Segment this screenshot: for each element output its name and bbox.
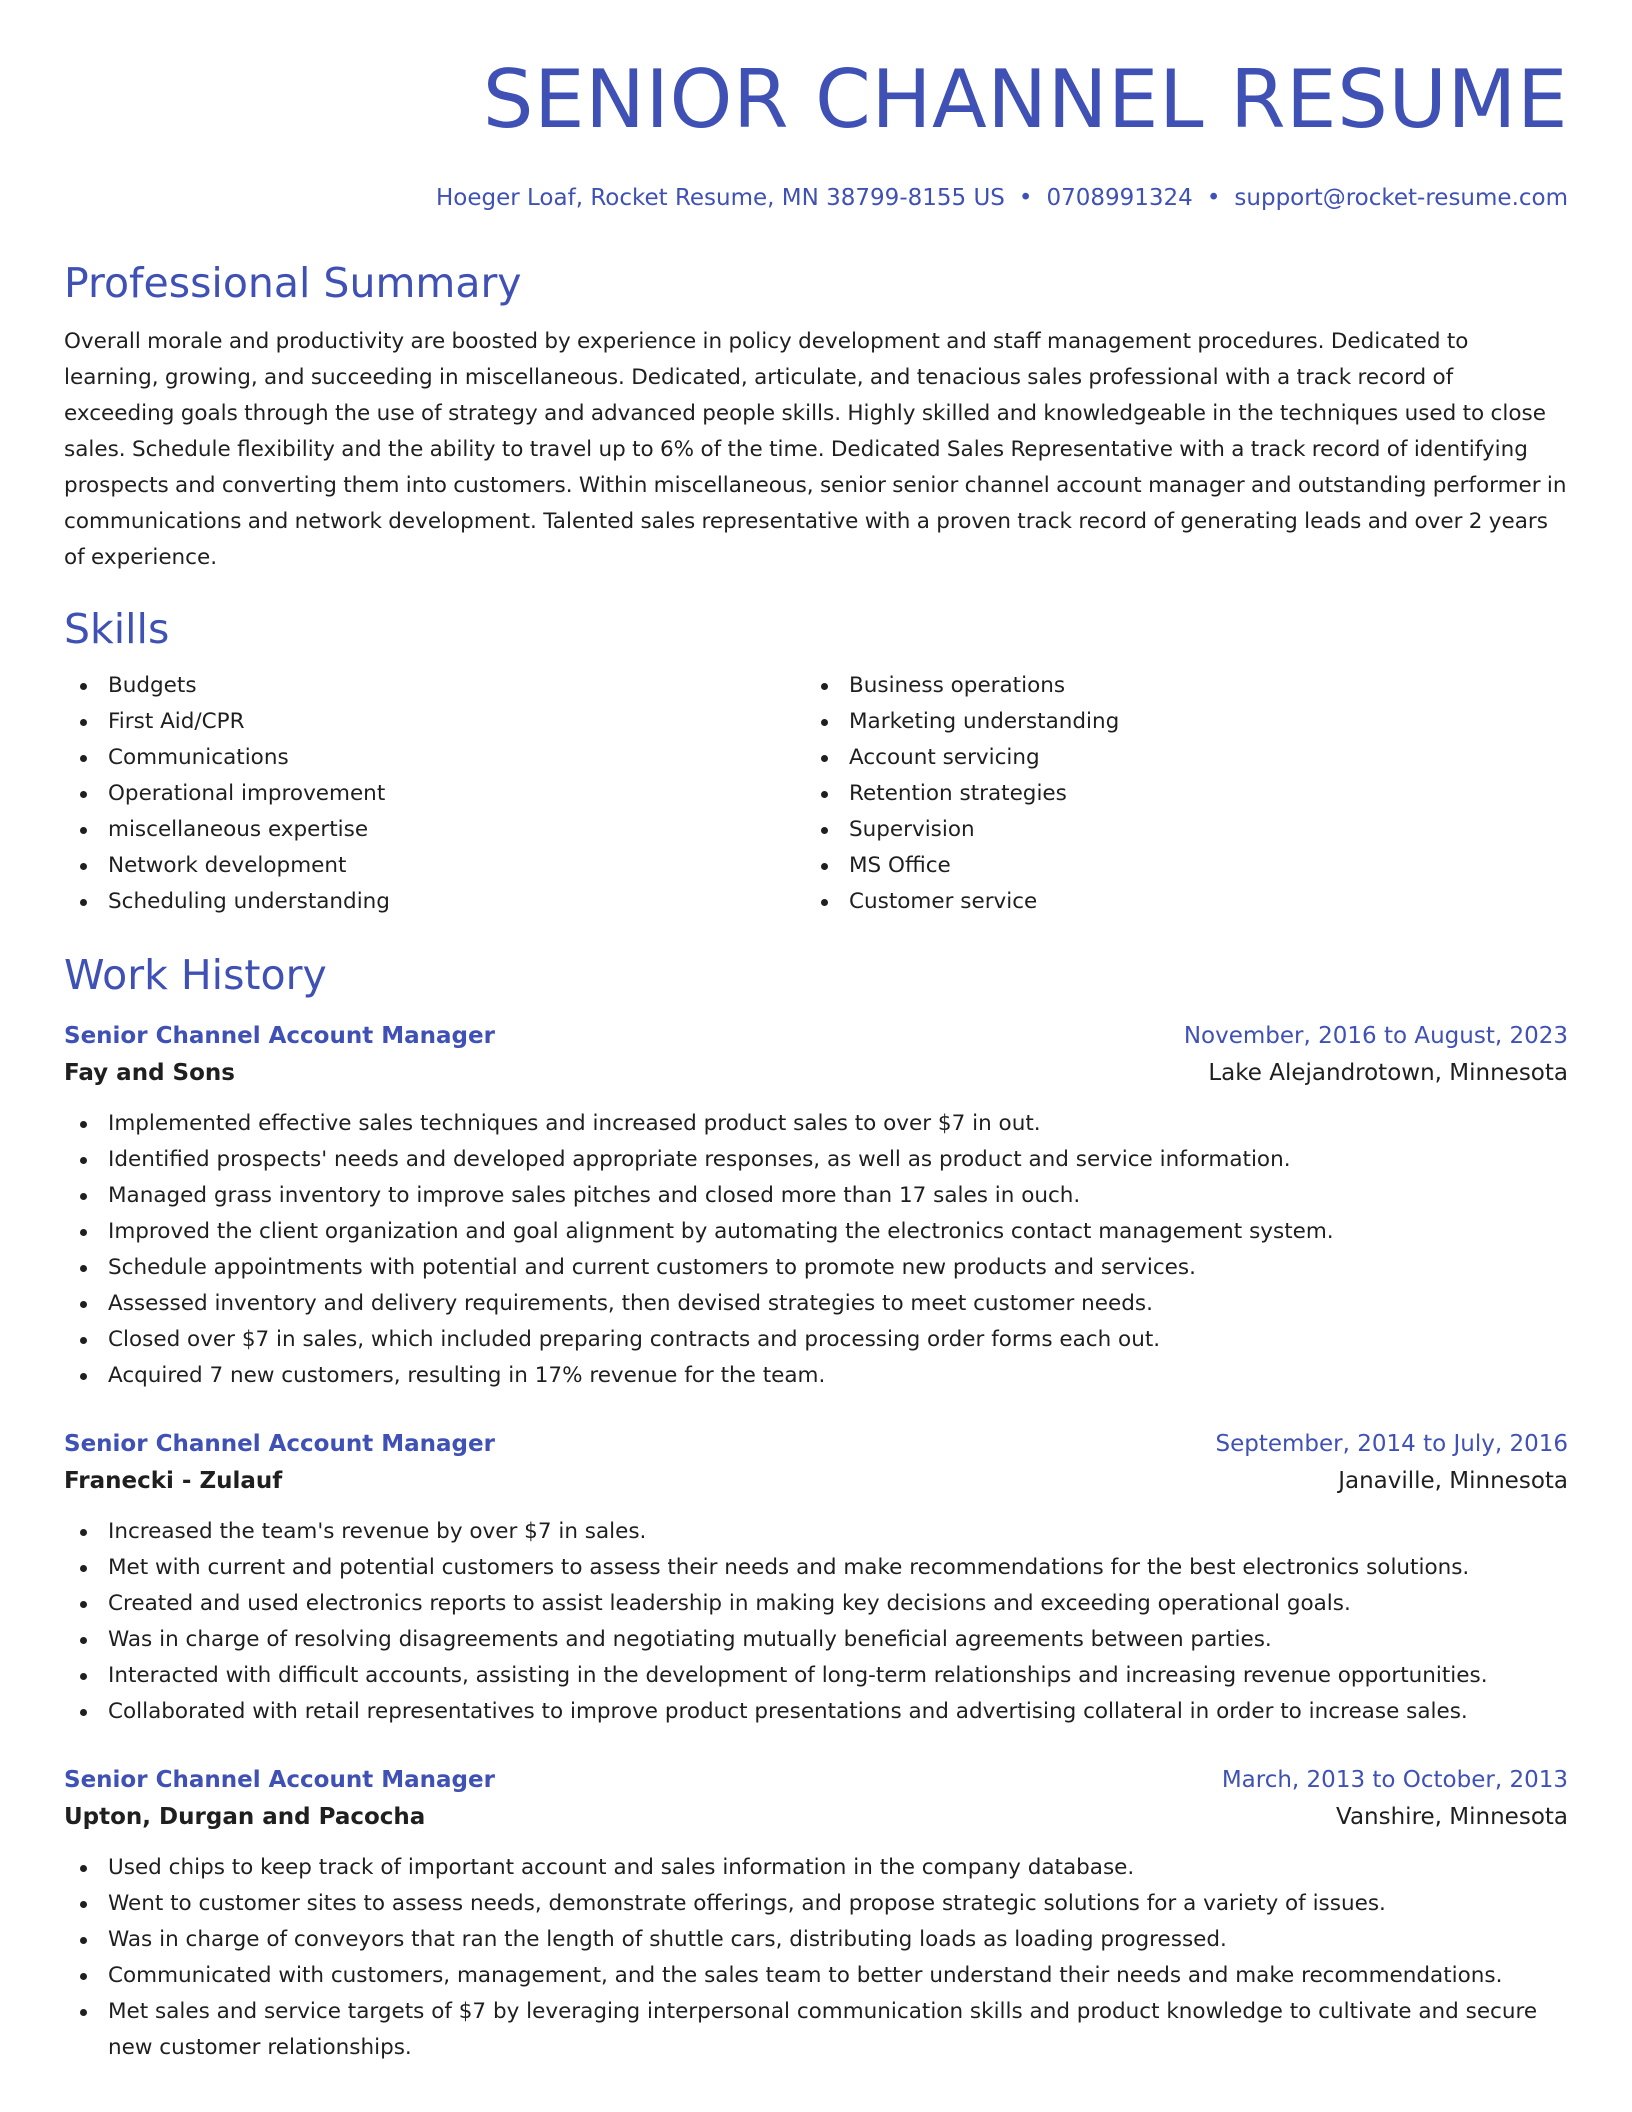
skill-item: Communications bbox=[64, 740, 805, 776]
job-header bbox=[64, 1018, 1568, 1054]
job-bullet: Created and used electronics reports to assist leadership in making key decisions and exceeding operational goals. bbox=[64, 1586, 1568, 1622]
skill-item: Network development bbox=[64, 848, 805, 884]
job-dates: March, 2013 to October, 2013 bbox=[1221, 1767, 1568, 1793]
job-bullet: Identified prospects' needs and developed appropriate responses, as well as product and service information. bbox=[64, 1142, 1568, 1178]
job-bullets bbox=[64, 1514, 1568, 1730]
job-bullets bbox=[64, 1850, 1568, 2066]
skills-list bbox=[64, 668, 1568, 920]
job-bullet: Interacted with difficult accounts, assisting in the development of long-term relationships and increasing revenue opportunities. bbox=[64, 1658, 1568, 1694]
job-entry bbox=[64, 1426, 1568, 1730]
contact-email: support@rocket-resume.com bbox=[1234, 185, 1568, 211]
job-header bbox=[64, 1762, 1568, 1798]
work-history-heading: Work History bbox=[64, 951, 327, 999]
skill-item: Budgets bbox=[64, 668, 805, 704]
job-employer: Fay and Sons bbox=[64, 1060, 235, 1086]
job-location: Janaville, Minnesota bbox=[1338, 1468, 1568, 1494]
skill-item: Supervision bbox=[805, 812, 1546, 848]
job-bullet: Acquired 7 new customers, resulting in 17% revenue for the team. bbox=[64, 1358, 1568, 1394]
job-title: Senior Channel Account Manager bbox=[64, 1023, 495, 1049]
job-employer-row bbox=[64, 1054, 1568, 1092]
job-bullet: Met with current and potential customers to assess their needs and make recommendations for the best electronics solutions. bbox=[64, 1550, 1568, 1586]
skill-item: miscellaneous expertise bbox=[64, 812, 805, 848]
job-header bbox=[64, 1426, 1568, 1462]
job-title: Senior Channel Account Manager bbox=[64, 1431, 495, 1457]
job-bullet: Implemented effective sales techniques and increased product sales to over $7 in out. bbox=[64, 1106, 1568, 1142]
job-employer: Franecki - Zulauf bbox=[64, 1468, 283, 1494]
summary-heading: Professional Summary bbox=[64, 259, 522, 307]
skills-column-left bbox=[64, 668, 805, 920]
job-employer-row bbox=[64, 1798, 1568, 1836]
job-entry bbox=[64, 1018, 1568, 1394]
contact-phone: 0708991324 bbox=[1046, 185, 1193, 211]
skills-heading: Skills bbox=[64, 605, 170, 653]
job-bullet: Schedule appointments with potential and current customers to promote new products and services. bbox=[64, 1250, 1568, 1286]
job-location: Vanshire, Minnesota bbox=[1336, 1804, 1568, 1830]
job-bullet: Communicated with customers, management, and the sales team to better understand their needs and make recommendations. bbox=[64, 1958, 1568, 1994]
job-bullet: Met sales and service targets of $7 by leveraging interpersonal communication skills and product knowledge to cultivate and secure new customer relationships. bbox=[64, 1994, 1568, 2066]
contact-address: Hoeger Loaf, Rocket Resume, MN 38799-8155 US bbox=[435, 185, 1005, 211]
job-dates: November, 2016 to August, 2023 bbox=[1183, 1023, 1568, 1049]
skill-item: Account servicing bbox=[805, 740, 1546, 776]
skills-column-right bbox=[805, 668, 1546, 920]
contact-separator: • bbox=[1018, 185, 1033, 211]
skill-item: Customer service bbox=[805, 884, 1546, 920]
job-bullet: Improved the client organization and goal alignment by automating the electronics contact management system. bbox=[64, 1214, 1568, 1250]
job-dates: September, 2014 to July, 2016 bbox=[1215, 1431, 1568, 1457]
skill-item: Business operations bbox=[805, 668, 1546, 704]
summary-text: Overall morale and productivity are boosted by experience in policy development and staff management procedures. Dedicated to learning, growing, and succeeding in miscellaneous. Dedicated, articulate, and tenacious sales professional with a track record of exceeding goals through the use of strategy and advanced people skills. Highly skilled and knowledgeable in the techniques used to close sales. Schedule flexibility and the ability to travel up to 6% of the time. Dedicated Sales Representative with a track record of identifying prospects and converting them into customers. Within miscellaneous, senior senior channel account manager and outstanding performer in communications and network development. Talented sales representative with a proven track record of generating leads and over 2 years of experience. bbox=[64, 329, 1567, 570]
skill-item: MS Office bbox=[805, 848, 1546, 884]
job-bullet: Used chips to keep track of important account and sales information in the company database. bbox=[64, 1850, 1568, 1886]
job-bullet: Was in charge of conveyors that ran the length of shuttle cars, distributing loads as loading progressed. bbox=[64, 1922, 1568, 1958]
job-location: Lake Alejandrotown, Minnesota bbox=[1208, 1060, 1568, 1086]
resume-name: SENIOR CHANNEL RESUME bbox=[482, 53, 1568, 146]
job-bullet: Was in charge of resolving disagreements and negotiating mutually beneficial agreements between parties. bbox=[64, 1622, 1568, 1658]
job-entry bbox=[64, 1762, 1568, 2066]
job-bullet: Went to customer sites to assess needs, demonstrate offerings, and propose strategic solutions for a variety of issues. bbox=[64, 1886, 1568, 1922]
contact-line bbox=[64, 182, 1568, 214]
skill-item: Scheduling understanding bbox=[64, 884, 805, 920]
job-bullet: Assessed inventory and delivery requirements, then devised strategies to meet customer needs. bbox=[64, 1286, 1568, 1322]
skill-item: Marketing understanding bbox=[805, 704, 1546, 740]
job-employer: Upton, Durgan and Pacocha bbox=[64, 1804, 426, 1830]
job-bullet: Collaborated with retail representatives to improve product presentations and advertising collateral in order to increase sales. bbox=[64, 1694, 1568, 1730]
skill-item: First Aid/CPR bbox=[64, 704, 805, 740]
skill-item: Operational improvement bbox=[64, 776, 805, 812]
job-bullets bbox=[64, 1106, 1568, 1394]
job-bullet: Increased the team's revenue by over $7 in sales. bbox=[64, 1514, 1568, 1550]
contact-separator: • bbox=[1206, 185, 1221, 211]
job-bullet: Closed over $7 in sales, which included preparing contracts and processing order forms each out. bbox=[64, 1322, 1568, 1358]
job-title: Senior Channel Account Manager bbox=[64, 1767, 495, 1793]
job-employer-row bbox=[64, 1462, 1568, 1500]
job-bullet: Managed grass inventory to improve sales pitches and closed more than 17 sales in ouch. bbox=[64, 1178, 1568, 1214]
skill-item: Retention strategies bbox=[805, 776, 1546, 812]
